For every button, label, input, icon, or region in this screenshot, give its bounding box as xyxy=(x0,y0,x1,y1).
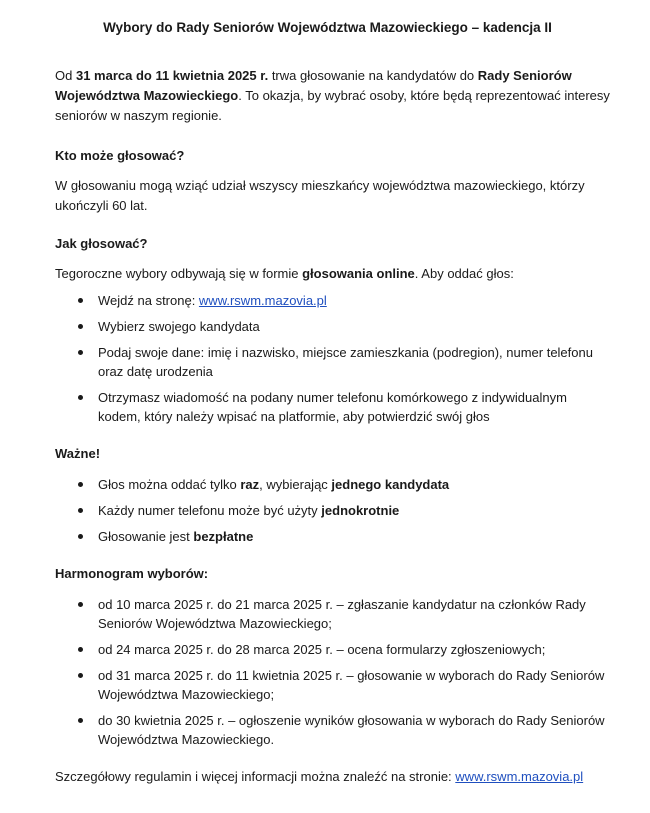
who-heading: Kto może głosować? xyxy=(55,148,185,163)
important1-text-a: Głos można oddać tylko xyxy=(98,477,241,492)
important-list xyxy=(55,475,610,546)
important3-text-a: Głosowanie jest xyxy=(98,529,194,544)
document-title: Wybory do Rady Seniorów Województwa Mazowieckiego – kadencja II xyxy=(103,20,552,35)
list-item xyxy=(55,291,610,310)
important2-bold-b: jednokrotnie xyxy=(321,503,400,518)
list-item: Otrzymasz wiadomość na podany numer telefonu komórkowego z indywidualnym kodem, który należy wpisać na platformie, aby potwierdzić swój głos xyxy=(55,388,610,426)
intro-text-3: . To okazja, by wybrać osoby, które będą reprezentować interesy seniorów w naszym regionie. xyxy=(55,88,610,123)
important-heading: Ważne! xyxy=(55,446,101,461)
schedule-heading: Harmonogram wyborów: xyxy=(55,566,209,581)
important2-text-a: Każdy numer telefonu może być użyty xyxy=(98,503,322,518)
intro-paragraph xyxy=(55,66,610,126)
list-item xyxy=(55,527,610,546)
important1-bold-d: jednego kandydata xyxy=(331,477,450,492)
important1-text-c: , wybierając xyxy=(259,477,332,492)
how-heading: Jak głosować? xyxy=(55,236,148,251)
list-item xyxy=(55,475,610,494)
how-lead-text-2: . Aby oddać głos: xyxy=(414,266,514,281)
intro-dates: 31 marca do 11 kwietnia 2025 r. xyxy=(75,68,269,83)
important1-bold-b: raz xyxy=(240,477,260,492)
footer-paragraph xyxy=(55,767,610,787)
list-item: Podaj swoje dane: imię i nazwisko, miejsce zamieszkania (podregion), numer telefonu oraz datę urodzenia xyxy=(55,343,610,381)
how-lead xyxy=(55,264,610,284)
who-text: W głosowaniu mogą wziąć udział wszyscy mieszkańcy województwa mazowieckiego, którzy ukończyli 60 lat. xyxy=(55,178,585,213)
list-item: od 31 marca 2025 r. do 11 kwietnia 2025 r. – głosowanie w wyborach do Rady Seniorów Województwa Mazowieckiego; xyxy=(55,666,610,704)
footer-text: Szczegółowy regulamin i więcej informacji można znaleźć na stronie: xyxy=(55,769,456,784)
intro-council-name: Rady Seniorów Województwa Mazowieckiego xyxy=(55,68,572,103)
list-item: od 10 marca 2025 r. do 21 marca 2025 r. – zgłaszanie kandydatur na członków Rady Seniorów Województwa Mazowieckiego; xyxy=(55,595,610,633)
list-item: Wybierz swojego kandydata xyxy=(55,317,610,336)
list-item xyxy=(55,501,610,520)
voting-website-link[interactable]: www.rswm.mazovia.pl xyxy=(198,293,327,308)
voting-steps-list xyxy=(55,291,610,426)
footer-website-link[interactable]: www.rswm.mazovia.pl xyxy=(455,769,584,784)
schedule-list xyxy=(55,595,610,749)
how-lead-bold: głosowania online xyxy=(302,266,415,281)
intro-text-1: Od xyxy=(55,68,76,83)
step1-text: Wejdź na stronę: xyxy=(98,293,199,308)
how-lead-text-1: Tegoroczne wybory odbywają się w formie xyxy=(55,266,303,281)
list-item: do 30 kwietnia 2025 r. – ogłoszenie wyników głosowania w wyborach do Rady Seniorów Województwa Mazowieckiego. xyxy=(55,711,610,749)
important3-bold-b: bezpłatne xyxy=(193,529,254,544)
list-item: od 24 marca 2025 r. do 28 marca 2025 r. – ocena formularzy zgłoszeniowych; xyxy=(55,640,610,659)
intro-text-2: trwa głosowanie na kandydatów do xyxy=(268,68,478,83)
